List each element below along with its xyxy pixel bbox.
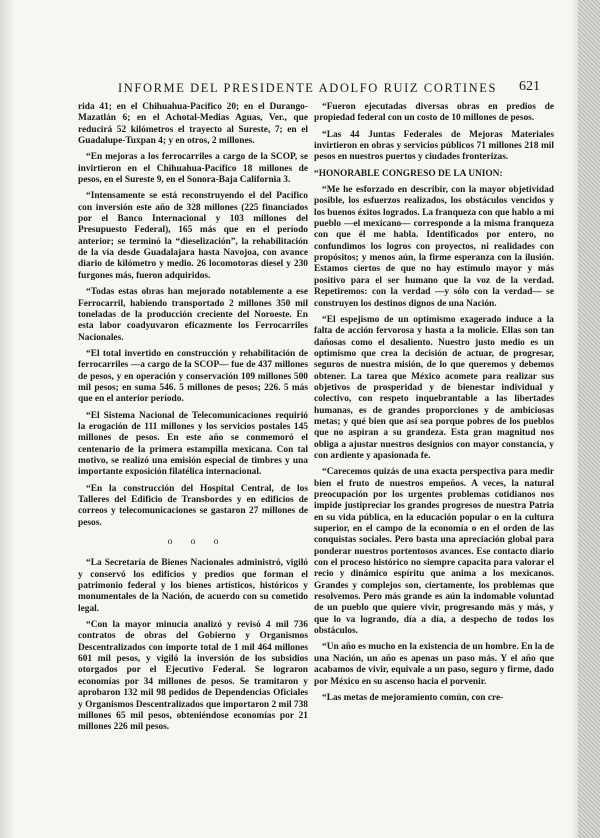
page-number: 621 <box>519 79 540 94</box>
scan-edge-noise <box>578 0 600 838</box>
paragraph: “La Secretaría de Bienes Nacionales administró, vigiló y conservó los edificios y predios que forman el patrimonio federal y los bienes artísticos, históricos y monumentales de la Nación, de acuerdo con su cometido legal. <box>78 558 308 614</box>
paragraph: “Con la mayor minucia analizó y revisó 4 mil 736 contratos de obras del Gobierno y Organismos Descentralizados con importe total de 1 mil 464 millones 601 mil pesos, y vigiló la inversión de los subsidios otorgados por el Ejecutivo Federal. Se lograron economías por 34 millones de pesos. Se tramitaron y aprobaron 132 mil 98 pedidos de Dependencias Oficiales y Organismos Descentralizados que importaron 2 mil 738 millones 65 mil pesos, obteniéndose economías por 21 millones 226 mil pesos. <box>78 620 308 733</box>
page-edge-shade <box>570 0 578 838</box>
paragraph: “El espejismo de un optimismo exagerado induce a la falta de acción fervorosa y hasta a la molicie. Ellas son tan dañosas como el desaliento. Nuestro justo medio es un optimismo que crea la decisión de actuar, de progresar, seguros de nuestra misión, de lo que queremos y debemos obtener. La tarea que México acomete para realizar sus objetivos de prosperidad y de bienestar individual y colectivo, con respeto inquebrantable a las libertades humanas, es de grandes proporciones y de ambiciosas metas; y qué bien que así sea porque pobres de los pueblos que no aspiran a su grandeza. Esta gran magnitud nos obliga a ajustar nuestros designios con mayor constancia, y con ardiente y apasionada fe. <box>314 314 554 461</box>
paragraph: “Un año es mucho en la existencia de un hombre. En la de una Nación, un año es apenas un paso más. Y el año que acabamos de vivir, equivale a un paso, seguro y firme, dado por México en su ascenso hacia el porvenir. <box>314 642 554 687</box>
paragraph: “Las metas de mejoramiento común, con cre- <box>322 692 504 703</box>
paragraph: “Carecemos quizás de una exacta perspectiva para medir bien el fruto de nuestros empeños. A veces, la natural preocupación por los urgentes problemas cotidianos nos impide justipreciar los grandes progresos de nuestra Patria en su vida pública, en la educación popular o en la cultura superior, en el campo de la economía o en el orden de las conquistas sociales. Pero basta una apreciación global para ponderar nuestros portentosos avances. Ese contacto diario con el proceso histórico no siempre capacita para valorar el recio y dinámico espíritu que anima a los mexicanos. Grandes y complejos son, ciertamente, los problemas que resolvemos. Pero más grande es aún la indomable voluntad de un pueblo que quiere vivir, progresando más y más, y que lo va logrando, día a día, a despecho de todos los obstáculos. <box>314 467 554 637</box>
paragraph: “Fueron ejecutadas diversas obras en predios de propiedad federal con un costo de 10 millones de pesos. <box>314 102 554 124</box>
paragraph: “El Sistema Nacional de Telecomunicaciones requirió la erogación de 111 millones y los servicios postales 145 millones de pesos. En este año se conmemoró el centenario de la primera estampilla mexicana. Con tal motivo, se realizó una emisión especial de timbres y una importante exposición filatélica internacional. <box>78 410 308 478</box>
paragraph: “En la construcción del Hospital Central, de los Talleres del Edificio de Transbordes y en edificios de correos y telecomunicaciones se gastaron 27 millones de pesos. <box>78 483 308 528</box>
paragraph: “HONORABLE CONGRESO DE LA UNION: <box>314 168 503 179</box>
paragraph: “El total invertido en construcción y rehabilitación de ferrocarriles —a cargo de la SCOP— fue de 437 millones de pesos, y en operación y conservación 109 millones 500 mil pesos; en suma 546. 5 millones de pesos; 226. 5 más que en el anterior período. <box>78 348 308 405</box>
page-gutter-shadow <box>0 0 14 838</box>
paragraph: rida 41; en el Chihuahua-Pacífico 20; en el Durango-Mazatlán 6; en el Achotal-Medias Aguas, Ver., que reducirá 52 kilómetros el trayecto al Sureste, 7; en el Guadalupe-Tuxpan 4; y en otros, 2 millones. <box>78 102 308 147</box>
right-text-column <box>314 102 554 709</box>
paragraph: “Me he esforzado en describir, con la mayor objetividad posible, los esfuerzos realizados, los obstáculos vencidos y los buenos éxitos logrados. La franqueza con que hablo a mi pueblo —el mexicano— corresponde a la misma franqueza con que él me habla. Identificados por entero, no confundimos los logros con proyectos, ni realidades con propósitos; y menos aún, la firme esperanza con la ilusión. Estamos ciertos de que no hay estímulo mayor y más positivo para el ser humano que la voz de la verdad. Repetiremos: con la verdad —y sólo con la verdad— se construyen los destinos dignos de una Nación. <box>314 185 554 309</box>
running-header: INFORME DEL PRESIDENTE ADOLFO RUIZ CORTINES <box>118 81 498 95</box>
paragraph: “Todas estas obras han mejorado notablemente a ese Ferrocarril, habiendo transportado 2 millones 350 mil toneladas de la producción creciente del Noroeste. En esta labor coadyuvaron eficazmente los Ferrocarriles Nacionales. <box>78 287 308 343</box>
section-separator: o o o <box>167 537 227 548</box>
left-text-column <box>78 102 308 739</box>
paragraph: “Las 44 Juntas Federales de Mejoras Materiales invirtieron en obras y servicios públicos 71 millones 218 mil pesos en nuestros puertos y ciudades fronterizas. <box>314 129 554 163</box>
paragraph: “En mejoras a los ferrocarriles a cargo de la SCOP, se invirtieron en el Chihuahua-Pacífico 18 millones de pesos, en el Sureste 9, en el Sonora-Baja California 3. <box>78 152 308 186</box>
paragraph: “Intensamente se está reconstruyendo el del Pacífico con inversión este año de 328 millones (225 financiados por el Banco Internacional y 103 millones del Presupuesto Federal), 165 más que en el período anterior; se terminó la “dieselización”, la rehabilitación de la vía desde Guadalajara hasta Navojoa, con avance diario de kilómetro y medio. 26 locomotoras diesel y 230 furgones más, fueron adquiridos. <box>78 191 308 281</box>
